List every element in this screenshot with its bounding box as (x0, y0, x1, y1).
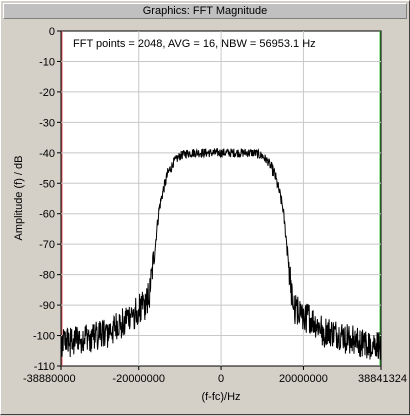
window-title: Graphics: FFT Magnitude (3, 3, 407, 19)
y-tick-label: -90 (39, 300, 55, 313)
y-tick-label: -10 (39, 56, 55, 69)
y-tick-label: -50 (39, 178, 55, 191)
y-tick-label: -100 (32, 330, 55, 343)
y-axis-label: Amplitude (f) / dB (13, 155, 25, 241)
y-tick-label: -30 (39, 117, 55, 130)
y-tick-label: -110 (33, 361, 55, 373)
x-tick-label: 20000000 (278, 373, 328, 385)
chart-annotation: FFT points = 2048, AVG = 16, NBW = 56953.1 Hz (73, 38, 316, 50)
x-tick-label: 0 (218, 373, 225, 385)
fft-magnitude-chart (1, 1, 410, 416)
y-tick-label: 0 (48, 26, 55, 38)
y-tick-label: -20 (39, 86, 55, 99)
y-tick-label: -60 (39, 208, 55, 221)
x-tick-label: -20000000 (112, 373, 166, 385)
y-tick-label: -40 (39, 147, 55, 160)
x-tick-label: 38841324 (358, 373, 407, 385)
y-tick-label: -70 (39, 239, 55, 252)
x-tick-label: -38880000 (23, 373, 76, 385)
x-axis-label: (f-fc)/Hz (201, 391, 241, 403)
y-tick-label: -80 (39, 269, 55, 282)
